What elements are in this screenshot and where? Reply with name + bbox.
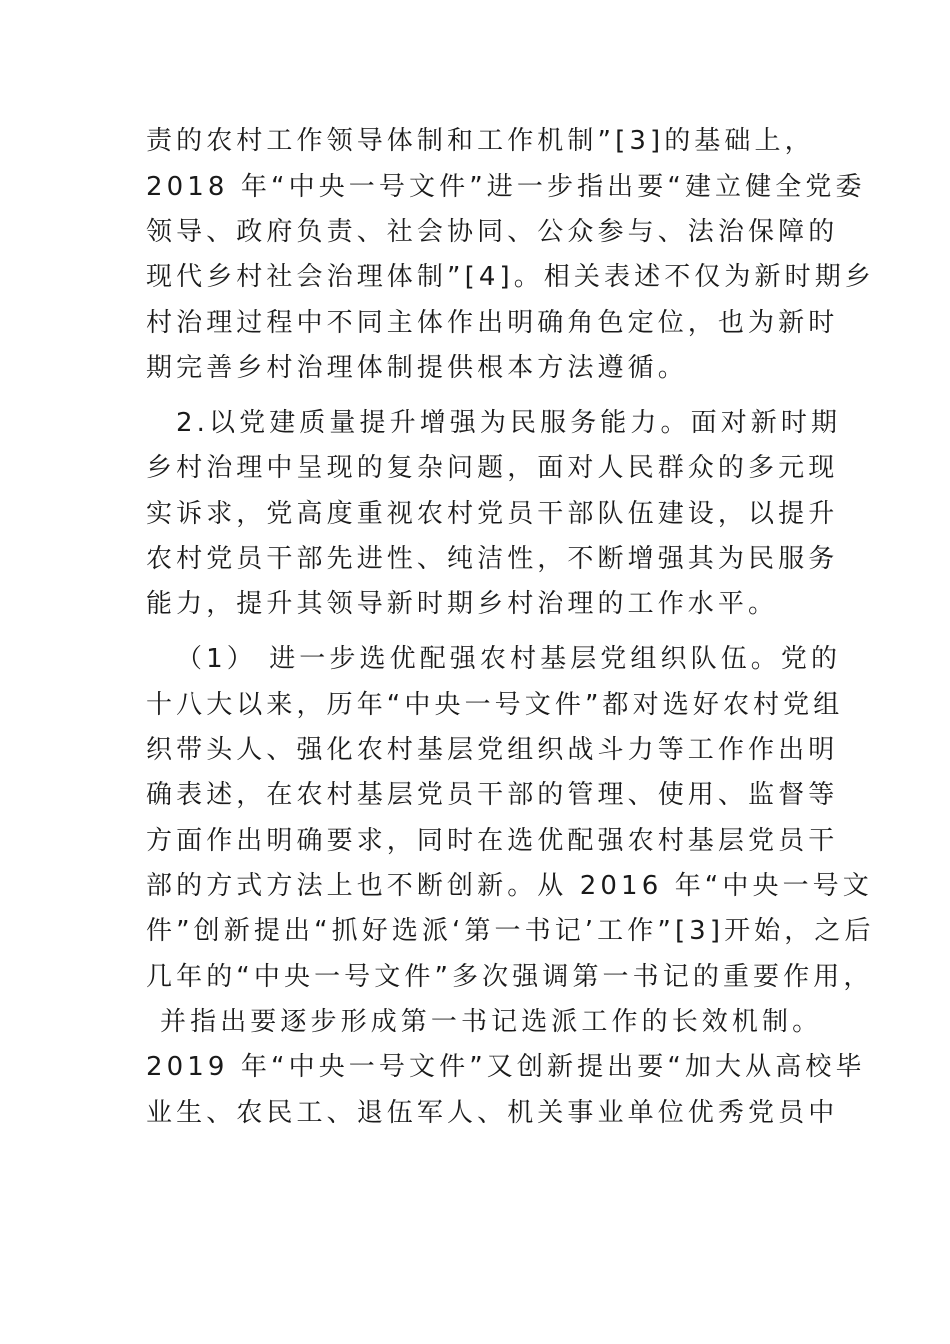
text-line: 乡村治理中呈现的复杂问题，面对人民群众的多元现 [146, 453, 839, 483]
text-line: 方面作出明确要求，同时在选优配强农村基层党员干 [146, 826, 839, 856]
text-line: 2019 年“中央一号文件”又创新提出要“加大从高校毕 [146, 1052, 866, 1082]
text-line: 农村党员干部先进性、纯洁性，不断增强其为民服务 [146, 544, 839, 574]
text-line: 现代乡村社会治理体制”[4]。相关表述不仅为新时期乡 [146, 262, 875, 292]
text-line: 确表述，在农村基层党员干部的管理、使用、监督等 [146, 780, 839, 810]
text-line: 实诉求，党高度重视农村党员干部队伍建设，以提升 [146, 499, 839, 529]
text-line: 能力，提升其领导新时期乡村治理的工作水平。 [146, 589, 779, 619]
text-line: 几年的“中央一号文件”多次强调第一书记的重要作用， [146, 962, 874, 992]
text-line: 2018 年“中央一号文件”进一步指出要“建立健全党委 [146, 172, 866, 202]
text-line: 村治理过程中不同主体作出明确角色定位，也为新时 [146, 308, 839, 338]
text-line: 织带头人、强化农村基层党组织战斗力等工作作出明 [146, 735, 839, 765]
subsection-heading-line: （1） 进一步选优配强农村基层党组织队伍。党的 [176, 644, 842, 674]
text-line: 十八大以来，历年“中央一号文件”都对选好农村党组 [146, 690, 844, 720]
text-line: 责的农村工作领导体制和工作机制”[3]的基础上， [146, 126, 815, 156]
section-heading-line: 2.以党建质量提升增强为民服务能力。面对新时期 [176, 408, 842, 438]
text-line: 业生、农民工、退伍军人、机关事业单位优秀党员中 [146, 1098, 839, 1128]
text-line: 期完善乡村治理体制提供根本方法遵循。 [146, 353, 688, 383]
text-line: 部的方式方法上也不断创新。从 2016 年“中央一号文 [146, 871, 873, 901]
text-line: 件”创新提出“抓好选派‘第一书记’工作”[3]开始，之后 [146, 916, 875, 946]
text-line: 领导、政府负责、社会协同、公众参与、法治保障的 [146, 217, 839, 247]
text-line: 并指出要逐步形成第一书记选派工作的长效机制。 [160, 1007, 823, 1037]
